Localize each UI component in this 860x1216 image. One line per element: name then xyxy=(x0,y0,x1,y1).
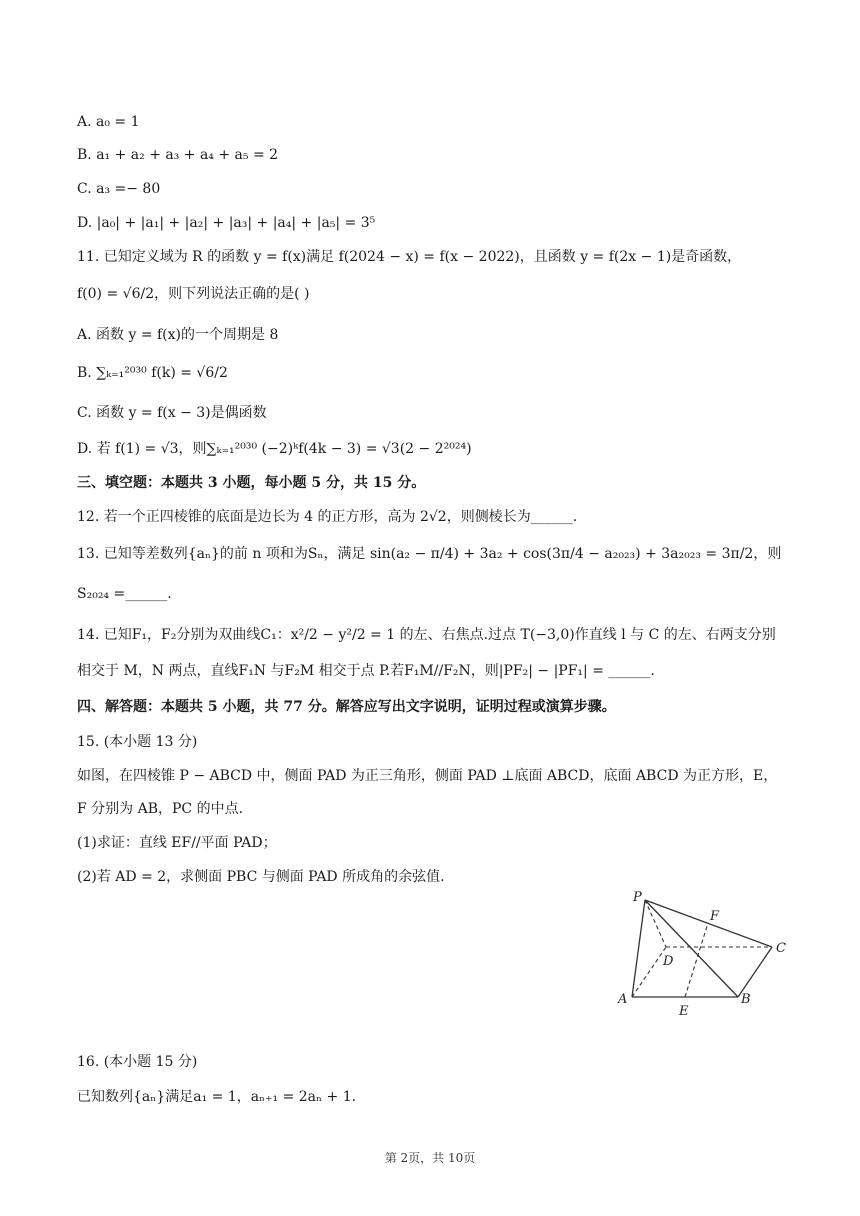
label-F: F xyxy=(710,909,720,924)
text-line-l16: 相交于 M，N 两点，直线F₁N 与F₂M 相交于点 P.若F₁M//F₂N，则|PF₂| − |PF₁| = ______. xyxy=(77,663,655,679)
text-line-l22: (2)若 AD = 2，求侧面 PBC 与侧面 PAD 所成角的余弦值. xyxy=(77,869,445,885)
text-line-l10: D. 若 f(1) = √3，则∑ₖ₌₁²⁰³⁰ (−2)ᵏf(4k − 3) = √3(2 − 2²⁰²⁴) xyxy=(77,441,472,457)
text-line-l7: A. 函数 y = f(x)的一个周期是 8 xyxy=(77,327,279,343)
page-footer: 第 2页，共 10页 xyxy=(384,1151,476,1165)
label-D: D xyxy=(663,954,674,969)
text-line-l9: C. 函数 y = f(x − 3)是偶函数 xyxy=(77,405,267,421)
text-line-l2: B. a₁ + a₂ + a₃ + a₄ + a₅ = 2 xyxy=(77,147,279,163)
label-C: C xyxy=(776,941,786,956)
text-line-l12: 12. 若一个正四棱锥的底面是边长为 4 的正方形，高为 2√2，则侧棱长为______. xyxy=(77,509,578,525)
label-B: B xyxy=(741,992,751,1007)
text-line-l8: B. ∑ₖ₌₁²⁰³⁰ f(k) = √6/2 xyxy=(77,365,228,381)
label-E: E xyxy=(679,1004,689,1019)
text-line-l15: 14. 已知F₁，F₂分别为双曲线C₁：x²/2 − y²/2 = 1 的左、右焦点.过点 T(−3,0)作直线 l 与 C 的左、右两支分别 xyxy=(77,627,776,643)
label-A: A xyxy=(618,992,628,1007)
text-line-l19: 如图，在四棱锥 P − ABCD 中，侧面 PAD 为正三角形，侧面 PAD ⊥底面 ABCD，底面 ABCD 为正方形，E， xyxy=(77,768,778,784)
text-line-l13: 13. 已知等差数列{aₙ}的前 n 项和为Sₙ，满足 sin(a₂ − π/4) + 3a₂ + cos(3π/4 − a₂₀₂₃) + 3a₂₀₂₃ = 3π/2，则 xyxy=(77,546,782,562)
text-line-l18: 15. (本小题 13 分) xyxy=(77,734,198,750)
text-line-l21: (1)求证：直线 EF//平面 PAD； xyxy=(77,835,277,851)
text-line-l14: S₂₀₂₄ =______. xyxy=(77,586,172,602)
edge-BC xyxy=(738,947,772,997)
text-line-l11: 三、填空题：本题共 3 小题，每小题 5 分，共 15 分。 xyxy=(77,475,426,491)
text-line-l4: D. |a₀| + |a₁| + |a₂| + |a₃| + |a₄| + |a₅| = 3⁵ xyxy=(77,215,376,231)
text-line-l5: 11. 已知定义域为 R 的函数 y = f(x)满足 f(2024 − x) = f(x − 2022)，且函数 y = f(2x − 1)是奇函数， xyxy=(77,249,742,265)
text-line-l17: 四、解答题：本题共 5 小题，共 77 分。解答应写出文字说明，证明过程或演算步骤。 xyxy=(77,699,616,715)
text-line-l1: A. a₀ = 1 xyxy=(77,114,140,130)
edge-PA xyxy=(632,900,645,997)
text-line-l20: F 分别为 AB，PC 的中点. xyxy=(77,801,244,817)
edge-PB xyxy=(645,900,738,997)
text-line-l24: 已知数列{aₙ}满足a₁ = 1，aₙ₊₁ = 2aₙ + 1. xyxy=(77,1089,357,1105)
text-line-l23: 16. (本小题 15 分) xyxy=(77,1054,198,1070)
text-line-l6: f(0) = √6/2，则下列说法正确的是( ) xyxy=(77,286,310,302)
label-P: P xyxy=(633,890,642,905)
edge-PC xyxy=(645,900,772,947)
text-line-l3: C. a₃ =− 80 xyxy=(77,181,161,197)
pyramid-figure xyxy=(610,885,795,1020)
segment-EF xyxy=(685,923,708,997)
